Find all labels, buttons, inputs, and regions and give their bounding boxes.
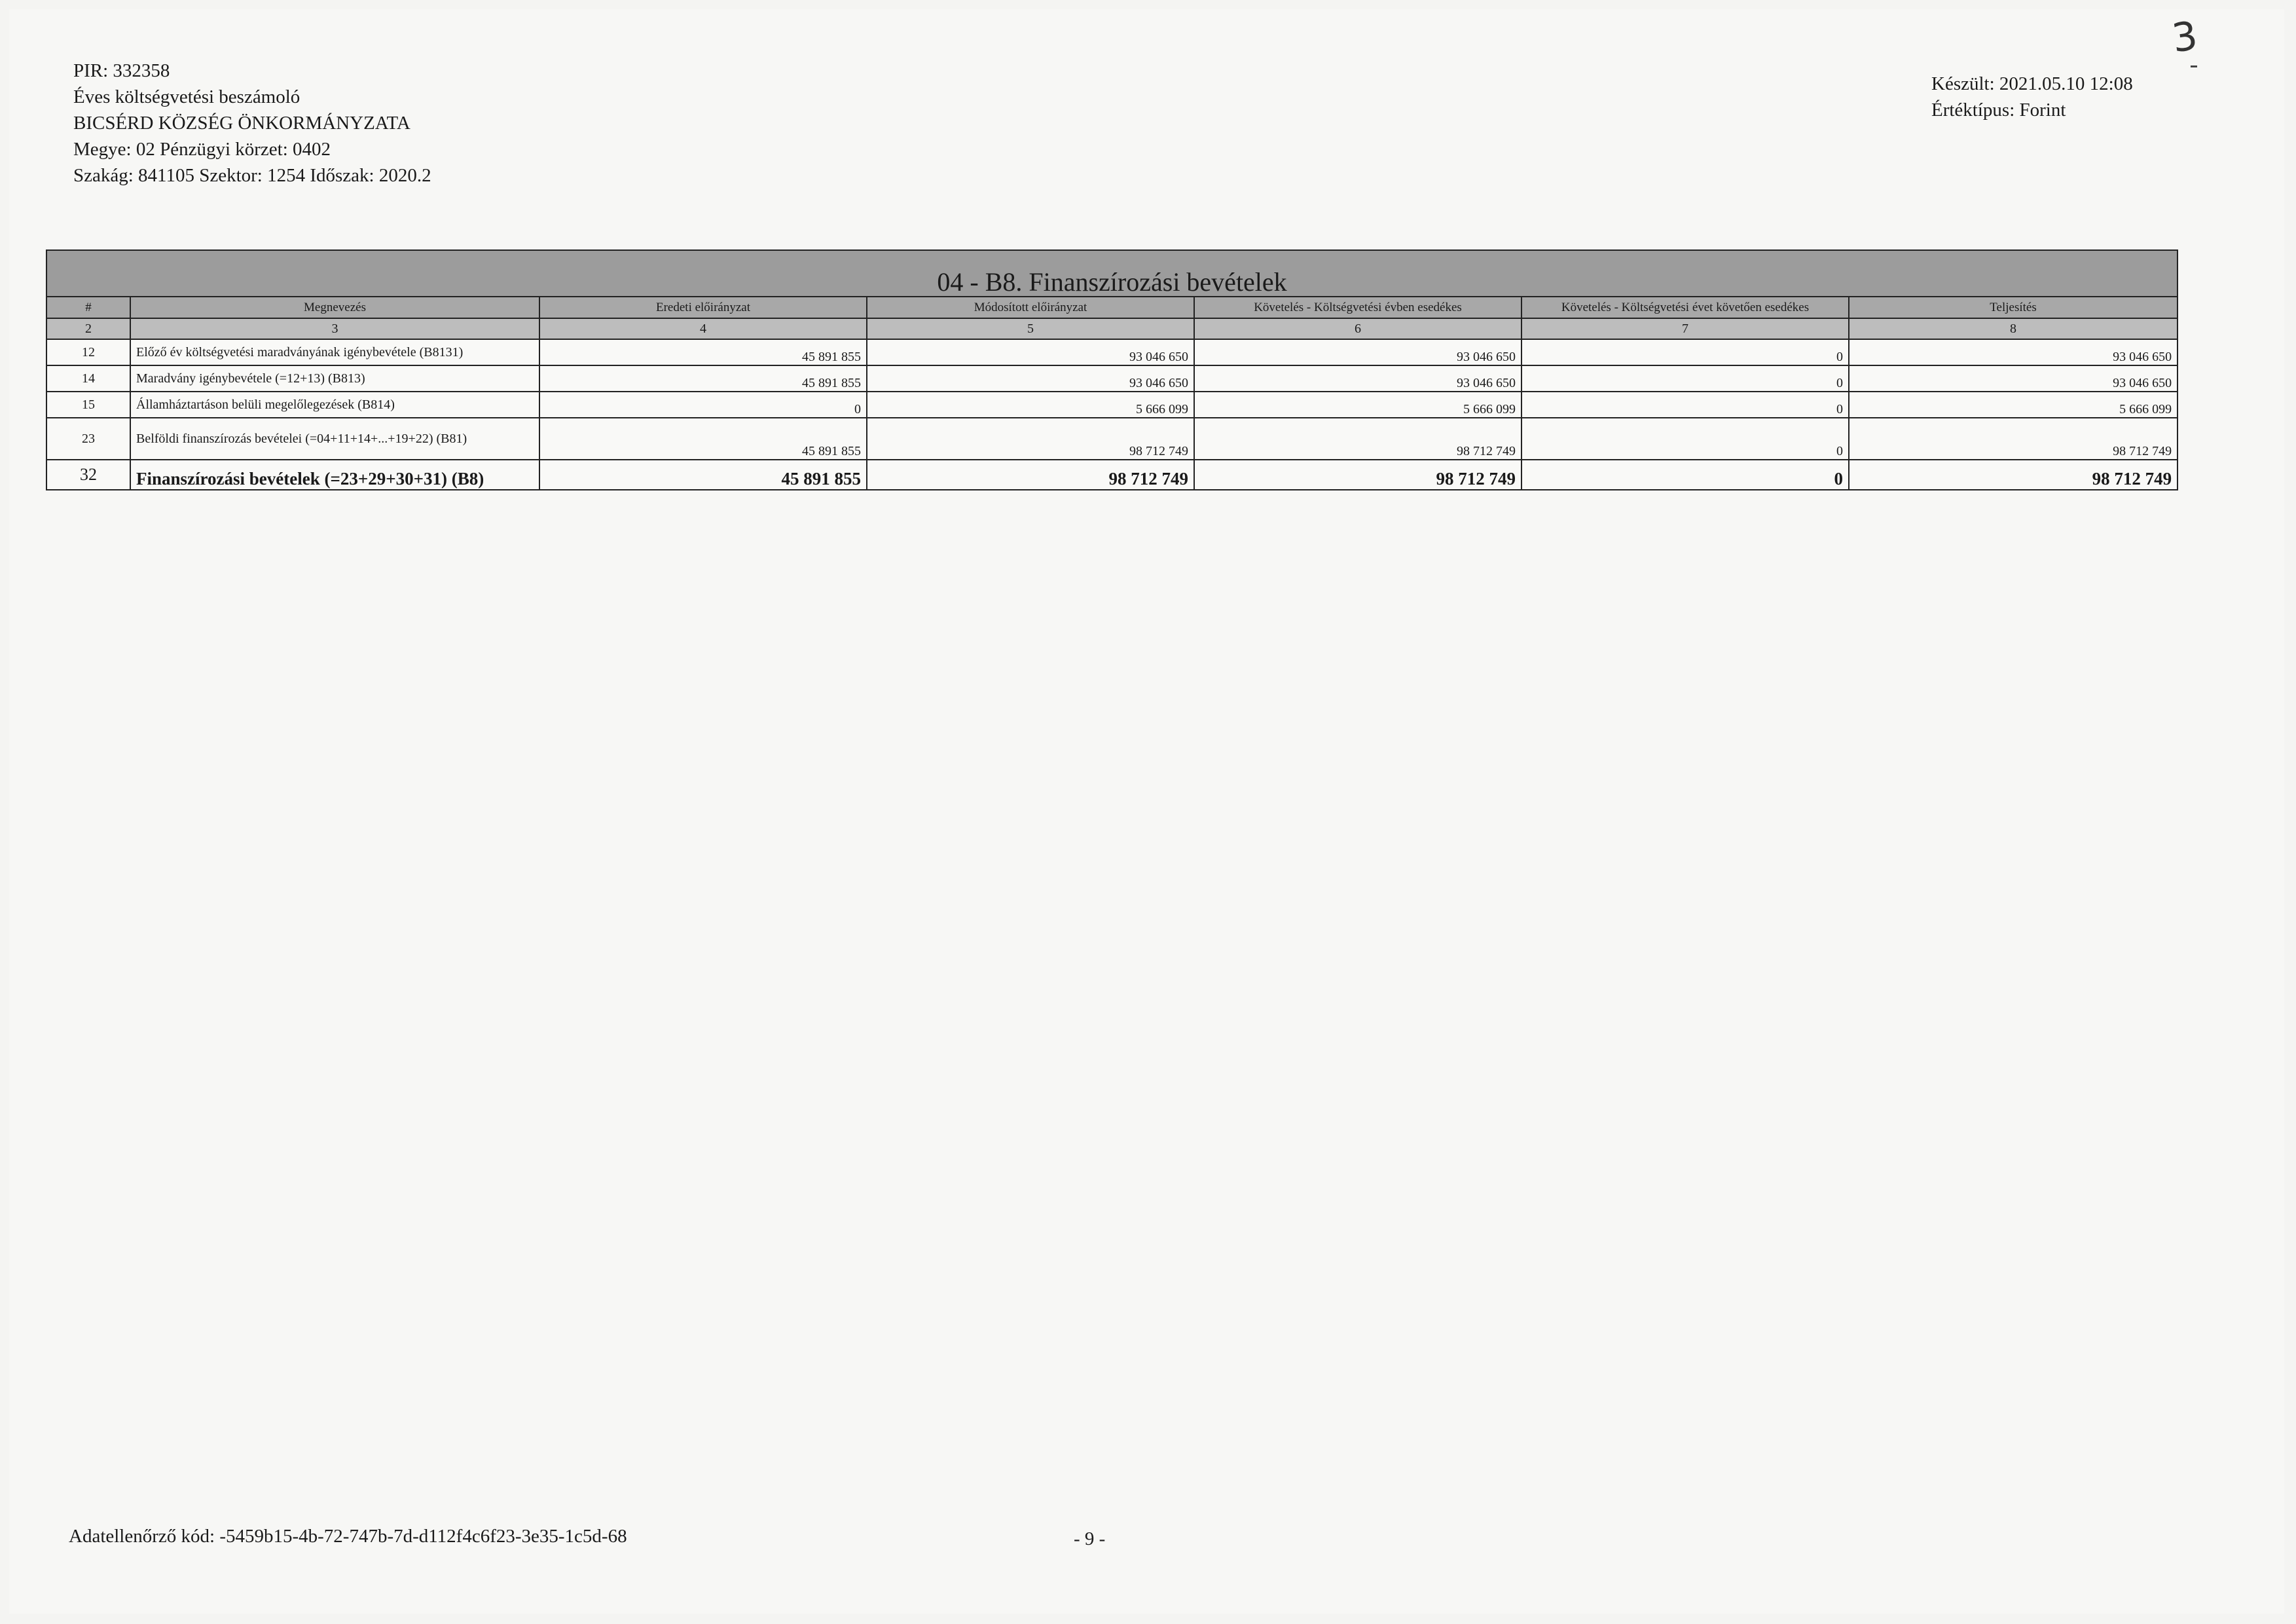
column-number: 7 (1522, 318, 1849, 339)
table-title-row (46, 250, 2178, 297)
column-header: Módosított előirányzat (867, 297, 1194, 318)
report-type-line: Éves költségvetési beszámoló (73, 86, 301, 107)
pir-line: PIR: 332358 (73, 60, 170, 81)
total-name: Finanszírozási bevételek (=23+29+30+31) (B8) (130, 460, 539, 490)
claim-due-later: 0 (1522, 365, 1849, 392)
column-number: 3 (130, 318, 539, 339)
total-row (46, 460, 2178, 490)
created-line: Készült: 2021.05.10 12:08 (1931, 73, 2133, 94)
column-header: Követelés - Költségvetési évet követően esedékes (1522, 297, 1849, 318)
row-index: 12 (46, 339, 130, 365)
actual-performance: 98 712 749 (1849, 418, 2178, 460)
claim-due-current-year: 93 046 650 (1194, 365, 1522, 392)
claim-due-later: 0 (1522, 418, 1849, 460)
column-header: Eredeti előirányzat (539, 297, 867, 318)
row-index: 14 (46, 365, 130, 392)
row-name: Maradvány igénybevétele (=12+13) (B813) (130, 365, 539, 392)
original-appropriation: 45 891 855 (539, 418, 867, 460)
modified-appropriation: 93 046 650 (867, 365, 1194, 392)
table-row (46, 418, 2178, 460)
column-header: # (46, 297, 130, 318)
original-appropriation: 45 891 855 (539, 365, 867, 392)
row-index: 23 (46, 418, 130, 460)
report-meta-left (73, 58, 431, 189)
total-claim-due-later: 0 (1522, 460, 1849, 490)
claim-due-later: 0 (1522, 339, 1849, 365)
column-number: 6 (1194, 318, 1522, 339)
column-header: Megnevezés (130, 297, 539, 318)
row-index: 15 (46, 392, 130, 418)
data-check-code: Adatellenőrző kód: -5459b15-4b-72-747b-7d-d112f4c6f23-3e35-1c5d-68 (69, 1526, 627, 1547)
claim-due-current-year: 5 666 099 (1194, 392, 1522, 418)
column-number: 4 (539, 318, 867, 339)
modified-appropriation: 93 046 650 (867, 339, 1194, 365)
sector-line: Szakág: 841105 Szektor: 1254 Időszak: 2020.2 (73, 165, 431, 186)
page-number: - 9 - (1074, 1528, 1106, 1549)
table-row (46, 339, 2178, 365)
total-original-appropriation: 45 891 855 (539, 460, 867, 490)
column-number: 5 (867, 318, 1194, 339)
actual-performance: 93 046 650 (1849, 365, 2178, 392)
table-row (46, 392, 2178, 418)
original-appropriation: 45 891 855 (539, 339, 867, 365)
total-modified-appropriation: 98 712 749 (867, 460, 1194, 490)
table-row (46, 365, 2178, 392)
actual-performance: 5 666 099 (1849, 392, 2178, 418)
handwritten-page-mark: 3 (2169, 12, 2200, 62)
claim-due-later: 0 (1522, 392, 1849, 418)
column-header: Követelés - Költségvetési évben esedékes (1194, 297, 1522, 318)
report-meta-right (1931, 71, 2133, 123)
column-number: 2 (46, 318, 130, 339)
row-name: Előző év költségvetési maradványának igénybevétele (B8131) (130, 339, 539, 365)
modified-appropriation: 5 666 099 (867, 392, 1194, 418)
column-header: Teljesítés (1849, 297, 2178, 318)
column-number-row (46, 318, 2178, 339)
claim-due-current-year: 98 712 749 (1194, 418, 1522, 460)
original-appropriation: 0 (539, 392, 867, 418)
handwritten-dash (2191, 65, 2197, 67)
value-type-line: Értéktípus: Forint (1931, 100, 2066, 120)
total-actual-performance: 98 712 749 (1849, 460, 2178, 490)
row-name: Államháztartáson belüli megelőlegezések (B814) (130, 392, 539, 418)
column-header-row (46, 297, 2178, 318)
claim-due-current-year: 93 046 650 (1194, 339, 1522, 365)
total-index: 32 (46, 460, 130, 490)
finance-revenue-table (46, 249, 2178, 490)
row-name: Belföldi finanszírozás bevételei (=04+11+14+...+19+22) (B81) (130, 418, 539, 460)
modified-appropriation: 98 712 749 (867, 418, 1194, 460)
column-number: 8 (1849, 318, 2178, 339)
actual-performance: 93 046 650 (1849, 339, 2178, 365)
total-claim-due-current-year: 98 712 749 (1194, 460, 1522, 490)
table-title: 04 - B8. Finanszírozási bevételek (46, 250, 2178, 297)
entity-line: BICSÉRD KÖZSÉG ÖNKORMÁNYZATA (73, 113, 410, 134)
region-line: Megye: 02 Pénzügyi körzet: 0402 (73, 139, 331, 160)
